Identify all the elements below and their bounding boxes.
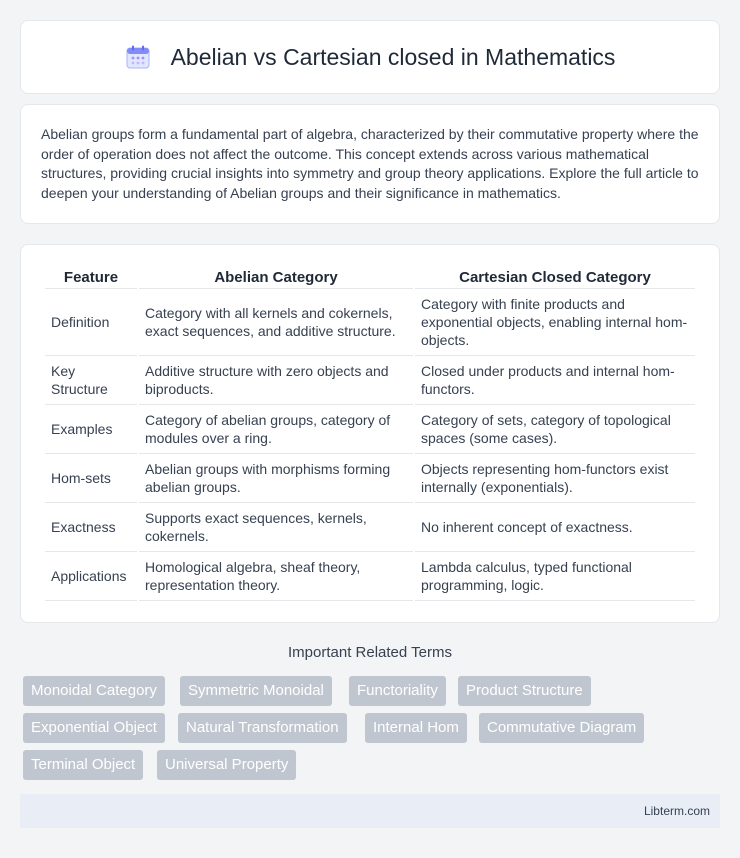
cartesian-cell: Lambda calculus, typed functional programming, logic. xyxy=(415,552,695,601)
related-term-tag[interactable]: Internal Hom xyxy=(365,713,467,743)
header-cartesian: Cartesian Closed Category xyxy=(415,265,695,289)
feature-cell: Key Structure xyxy=(45,356,137,405)
abelian-cell: Supports exact sequences, kernels, cokernels. xyxy=(139,503,413,552)
related-term-tag[interactable]: Exponential Object xyxy=(23,713,165,743)
feature-cell: Exactness xyxy=(45,503,137,552)
table-row xyxy=(45,454,695,503)
related-term-tag[interactable]: Functoriality xyxy=(349,676,446,706)
related-terms-title: Important Related Terms xyxy=(288,644,452,661)
table-row xyxy=(45,356,695,405)
title-card xyxy=(20,20,720,94)
cartesian-cell: Category with finite products and exponential objects, enabling internal hom-objects. xyxy=(415,289,695,356)
feature-cell: Definition xyxy=(45,289,137,356)
cartesian-cell: No inherent concept of exactness. xyxy=(415,503,695,552)
related-term-tag[interactable]: Universal Property xyxy=(157,750,296,780)
related-term-tag[interactable]: Symmetric Monoidal xyxy=(180,676,332,706)
table-row xyxy=(45,552,695,601)
abelian-cell: Additive structure with zero objects and biproducts. xyxy=(139,356,413,405)
table-row xyxy=(45,405,695,454)
intro-card xyxy=(20,104,720,224)
table-row xyxy=(45,503,695,552)
footer-site-link[interactable]: Libterm.com xyxy=(643,804,710,818)
table-header-row xyxy=(45,265,695,289)
table-row xyxy=(45,289,695,356)
footer xyxy=(20,794,720,828)
abelian-cell: Category of abelian groups, category of modules over a ring. xyxy=(139,405,413,454)
cartesian-cell: Objects representing hom-functors exist internally (exponentials). xyxy=(415,454,695,503)
feature-cell: Examples xyxy=(45,405,137,454)
calendar-icon xyxy=(125,44,151,70)
related-term-tag[interactable]: Monoidal Category xyxy=(23,676,165,706)
related-term-tag[interactable]: Product Structure xyxy=(458,676,591,706)
abelian-cell: Abelian groups with morphisms forming abelian groups. xyxy=(139,454,413,503)
cartesian-cell: Closed under products and internal hom-functors. xyxy=(415,356,695,405)
header-abelian: Abelian Category xyxy=(139,265,413,289)
abelian-cell: Category with all kernels and cokernels, exact sequences, and additive structure. xyxy=(139,289,413,356)
related-term-tag[interactable]: Commutative Diagram xyxy=(479,713,644,743)
feature-cell: Hom-sets xyxy=(45,454,137,503)
cartesian-cell: Category of sets, category of topological spaces (some cases). xyxy=(415,405,695,454)
page-title: Abelian vs Cartesian closed in Mathematics xyxy=(170,43,616,70)
abelian-cell: Homological algebra, sheaf theory, representation theory. xyxy=(139,552,413,601)
related-term-tag[interactable]: Natural Transformation xyxy=(178,713,347,743)
header-feature: Feature xyxy=(45,265,137,289)
related-term-tag[interactable]: Terminal Object xyxy=(23,750,143,780)
comparison-table xyxy=(43,265,697,601)
comparison-card xyxy=(20,244,720,623)
intro-text: Abelian groups form a fundamental part of algebra, characterized by their commutative property where the order of operation does not affect the outcome. This concept extends across various mathematical structures, providing crucial insights into symmetry and group theory applications. Explore the full article to deepen your understanding of Abelian groups and their significance in mathematics. xyxy=(41,126,699,201)
feature-cell: Applications xyxy=(45,552,137,601)
